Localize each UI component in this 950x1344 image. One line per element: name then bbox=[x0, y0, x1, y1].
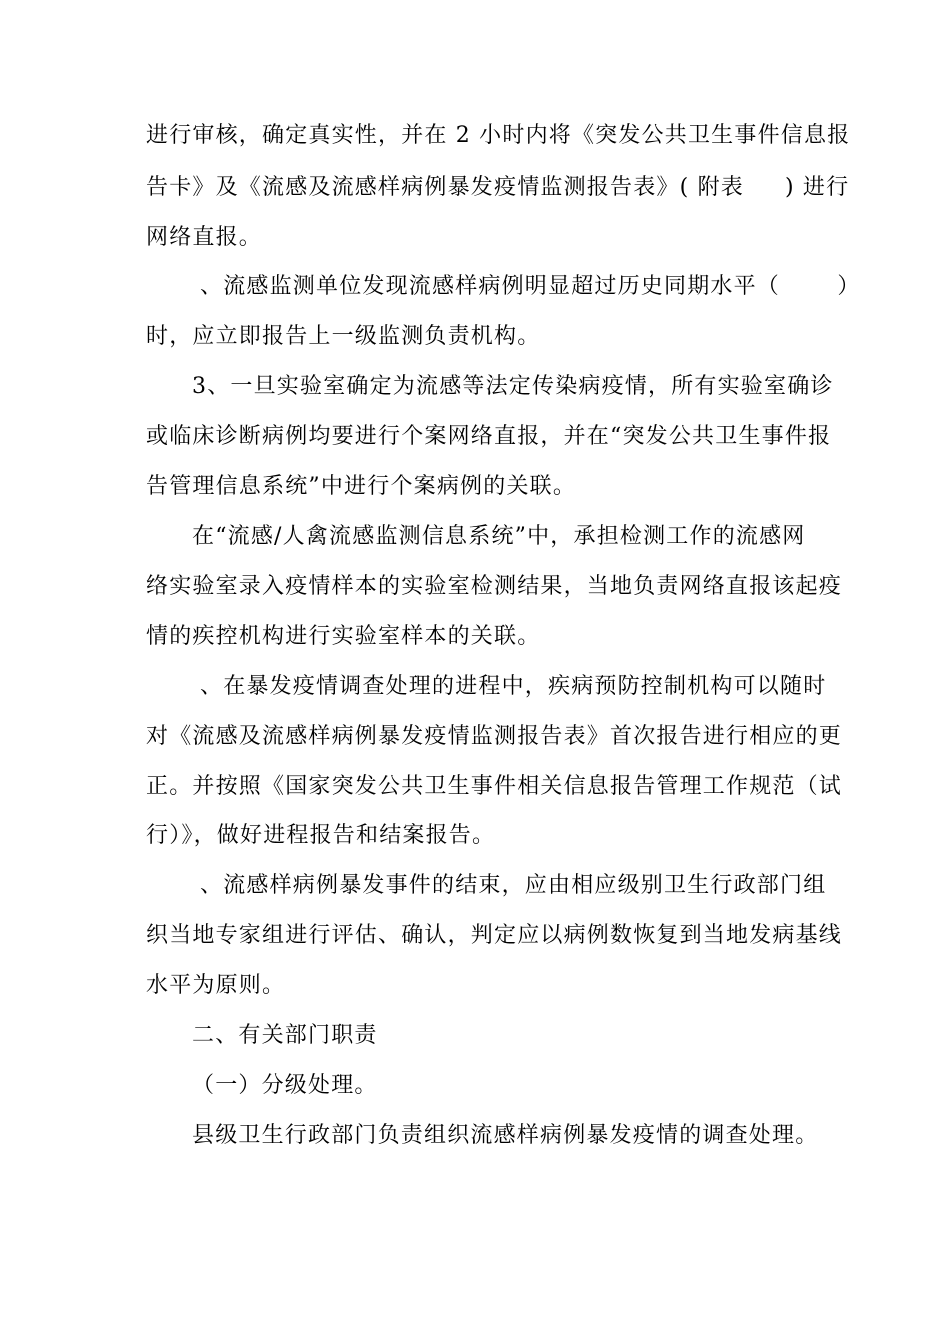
paragraph-line: 进行审核，确定真实性，并在 2 小时内将《突发公共卫生事件信息报 bbox=[146, 123, 851, 148]
paragraph-line: 织当地专家组进行评估、确认，判定应以病例数恢复到当地发病基线 bbox=[146, 923, 843, 948]
paragraph-line: 3、一旦实验室确定为流感等法定传染病疫情，所有实验室确诊 bbox=[192, 374, 834, 399]
paragraph-line: 在“流感/人禽流感监测信息系统”中，承担检测工作的流感网 bbox=[192, 524, 806, 549]
paragraph-line: 络实验室录入疫情样本的实验室检测结果，当地负责网络直报该起疫 bbox=[146, 574, 843, 599]
paragraph-line: 告管理信息系统”中进行个案病例的关联。 bbox=[146, 474, 577, 499]
paragraph-line: 县级卫生行政部门负责组织流感样病例暴发疫情的调查处理。 bbox=[192, 1123, 819, 1148]
paragraph-line: 情的疾控机构进行实验室样本的关联。 bbox=[146, 624, 541, 649]
paragraph-line: 时，应立即报告上一级监测负责机构。 bbox=[146, 324, 541, 349]
paragraph-line: 、在暴发疫情调查处理的进程中，疾病预防控制机构可以随时 bbox=[200, 674, 827, 699]
paragraph-line: 告卡》及《流感及流感样病例暴发疫情监测报告表》( 附表 ) 进行 bbox=[146, 175, 850, 200]
paragraph-line: 、流感样病例暴发事件的结束，应由相应级别卫生行政部门组 bbox=[200, 873, 827, 898]
paragraph-line: 对《流感及流感样病例暴发疫情监测报告表》首次报告进行相应的更 bbox=[146, 724, 843, 749]
subsection-heading: （一）分级处理。 bbox=[192, 1073, 378, 1098]
paragraph-line: 行）》，做好进程报告和结案报告。 bbox=[146, 823, 496, 848]
section-heading: 二、有关部门职责 bbox=[192, 1023, 378, 1048]
paragraph-line: 、流感监测单位发现流感样病例明显超过历史同期水平（ ） bbox=[200, 274, 861, 299]
paragraph-line: 水平为原则。 bbox=[146, 973, 286, 998]
paragraph-line: 或临床诊断病例均要进行个案网络直报，并在“突发公共卫生事件报 bbox=[146, 424, 832, 449]
paragraph-line: 正。并按照《国家突发公共卫生事件相关信息报告管理工作规范（试 bbox=[146, 774, 843, 799]
paragraph-line: 网络直报。 bbox=[146, 225, 263, 250]
